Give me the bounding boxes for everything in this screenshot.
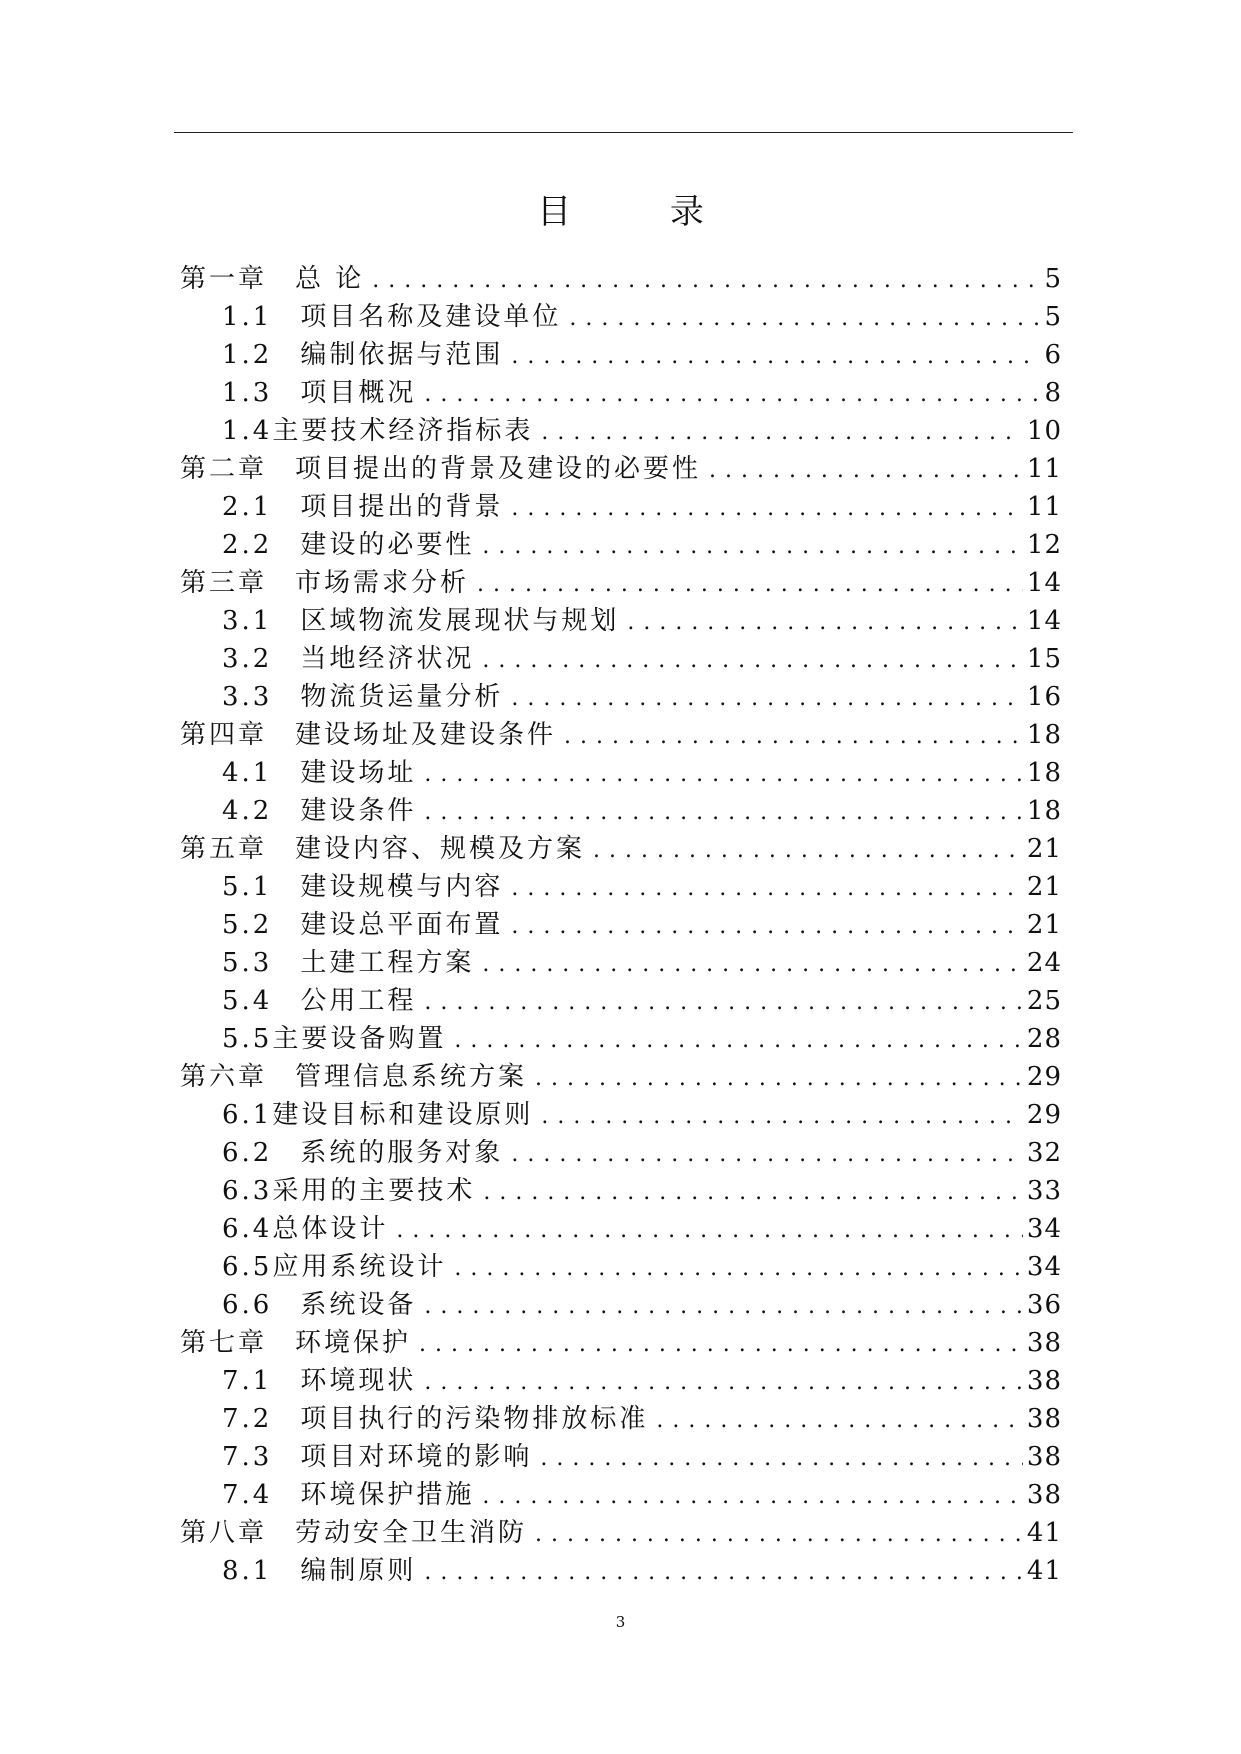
dot-leader (482, 642, 1023, 678)
toc-section-entry[interactable] (180, 336, 1062, 374)
toc-entry-title: 建设条件 (300, 796, 417, 826)
toc-entry-title: 建设规模与内容 (300, 872, 504, 902)
toc-section-entry[interactable] (180, 1020, 1062, 1058)
toc-section-entry[interactable] (180, 906, 1062, 944)
toc-entry-page: 38 (1026, 1480, 1062, 1510)
dot-leader (511, 1136, 1023, 1172)
dot-leader (424, 1554, 1023, 1590)
dot-leader (541, 414, 1023, 450)
toc-section-entry[interactable] (180, 374, 1062, 412)
toc-entry-page: 41 (1026, 1518, 1062, 1548)
toc-entry-page: 34 (1026, 1252, 1062, 1282)
toc-entry-title: 公用工程 (300, 986, 417, 1016)
toc-entry-page: 12 (1026, 530, 1062, 560)
dot-leader (424, 376, 1040, 412)
toc-entry-number: 6.3 (222, 1176, 273, 1206)
dot-leader (482, 1478, 1023, 1514)
toc-chapter-entry[interactable] (180, 830, 1062, 868)
dot-leader (564, 718, 1023, 754)
toc-chapter-entry[interactable] (180, 564, 1062, 602)
toc-section-entry[interactable] (180, 1476, 1062, 1514)
toc-entry-page: 21 (1026, 910, 1062, 940)
toc-section-entry[interactable] (180, 1172, 1062, 1210)
dot-leader (424, 756, 1023, 792)
toc-entry-page: 18 (1026, 758, 1062, 788)
dot-leader (540, 1440, 1023, 1476)
toc-title: 目 录 (537, 192, 748, 232)
dot-leader (372, 262, 1040, 298)
dot-leader (593, 832, 1023, 868)
dot-leader (424, 1288, 1023, 1324)
toc-section-entry[interactable] (180, 602, 1062, 640)
toc-entry-number: 第七章 (180, 1328, 268, 1358)
toc-entry-page: 18 (1026, 720, 1062, 750)
toc-entry-page: 18 (1026, 796, 1062, 826)
toc-entry-number: 5.2 (222, 910, 273, 940)
toc-entry-page: 14 (1026, 606, 1062, 636)
dot-leader (477, 566, 1023, 602)
toc-entry-page: 33 (1026, 1176, 1062, 1206)
toc-entry-page: 21 (1026, 872, 1062, 902)
toc-entry-number: 5.5 (222, 1024, 273, 1054)
toc-section-entry[interactable] (180, 1400, 1062, 1438)
toc-section-entry[interactable] (180, 944, 1062, 982)
toc-entry-page: 24 (1026, 948, 1062, 978)
toc-section-entry[interactable] (180, 412, 1062, 450)
toc-entry-title: 物流货运量分析 (300, 682, 504, 712)
toc-entry-number: 第八章 (180, 1518, 268, 1548)
dot-leader (424, 984, 1023, 1020)
toc-entry-number: 第六章 (180, 1062, 268, 1092)
dot-leader (482, 946, 1023, 982)
toc-entry-page: 16 (1026, 682, 1062, 712)
toc-entry-number: 2.1 (222, 492, 273, 522)
toc-entry-number: 6.5 (222, 1252, 273, 1282)
page-number: 3 (615, 1613, 626, 1631)
toc-entry-page: 41 (1026, 1556, 1062, 1586)
toc-entry-title: 项目执行的污染物排放标准 (300, 1404, 649, 1434)
toc-section-entry[interactable] (180, 1134, 1062, 1172)
toc-entry-page: 21 (1026, 834, 1062, 864)
toc-section-entry[interactable] (180, 1362, 1062, 1400)
dot-leader (709, 452, 1023, 488)
dot-leader (424, 1364, 1023, 1400)
toc-entry-number: 6.4 (222, 1214, 273, 1244)
toc-chapter-entry[interactable] (180, 1514, 1062, 1552)
toc-entry-page: 10 (1026, 416, 1062, 446)
toc-section-entry[interactable] (180, 1096, 1062, 1134)
toc-entry-title: 总 论 (295, 264, 365, 294)
dot-leader (627, 604, 1023, 640)
toc-entry-title: 环境现状 (300, 1366, 417, 1396)
toc-entry-page: 38 (1026, 1404, 1062, 1434)
toc-entry-number: 1.1 (222, 302, 273, 332)
toc-entry-number: 3.3 (222, 682, 273, 712)
toc-section-entry[interactable] (180, 754, 1062, 792)
dot-leader (541, 1098, 1023, 1134)
toc-entry-title: 系统设备 (300, 1290, 417, 1320)
toc-entry-title: 建设场址及建设条件 (295, 720, 557, 750)
toc-entry-title: 编制依据与范围 (300, 340, 504, 370)
toc-entry-title: 建设总平面布置 (300, 910, 504, 940)
toc-chapter-entry[interactable] (180, 1324, 1062, 1362)
toc-entry-number: 7.2 (222, 1404, 273, 1434)
toc-entry-title: 市场需求分析 (295, 568, 470, 598)
toc-entry-title: 项目概况 (300, 378, 417, 408)
toc-entry-title: 建设目标和建设原则 (272, 1100, 534, 1130)
toc-section-entry[interactable] (180, 792, 1062, 830)
dot-leader (511, 908, 1023, 944)
toc-entry-title: 采用的主要技术 (272, 1176, 476, 1206)
toc-entry-title: 总体设计 (272, 1214, 389, 1244)
toc-entry-title: 项目名称及建设单位 (300, 302, 562, 332)
dot-leader (454, 1022, 1023, 1058)
toc-section-entry[interactable] (180, 982, 1062, 1020)
dot-leader (396, 1212, 1023, 1248)
dot-leader (511, 338, 1040, 374)
toc-section-entry[interactable] (180, 1552, 1062, 1590)
toc-entry-title: 当地经济状况 (300, 644, 475, 674)
toc-entry-title: 土建工程方案 (300, 948, 475, 978)
toc-chapter-entry[interactable] (180, 260, 1062, 298)
dot-leader (656, 1402, 1023, 1438)
toc-entry-page: 11 (1026, 454, 1062, 484)
toc-section-entry[interactable] (180, 678, 1062, 716)
toc-section-entry[interactable] (180, 1210, 1062, 1248)
toc-entry-number: 1.2 (222, 340, 273, 370)
dot-leader (482, 528, 1023, 564)
toc-entry-number: 第四章 (180, 720, 268, 750)
toc-entry-number: 2.2 (222, 530, 273, 560)
dot-leader (535, 1516, 1023, 1552)
dot-leader (424, 794, 1023, 830)
toc-entry-number: 6.1 (222, 1100, 273, 1130)
toc-entry-title: 环境保护 (295, 1328, 412, 1358)
dot-leader (419, 1326, 1023, 1362)
toc-entry-title: 建设内容、规模及方案 (295, 834, 586, 864)
toc-section-entry[interactable] (180, 640, 1062, 678)
toc-chapter-entry[interactable] (180, 1058, 1062, 1096)
toc-entry-number: 4.2 (222, 796, 273, 826)
toc-entry-title: 管理信息系统方案 (295, 1062, 528, 1092)
toc-entry-page: 25 (1026, 986, 1062, 1016)
toc-entry-title: 劳动安全卫生消防 (295, 1518, 528, 1548)
toc-entry-title: 建设的必要性 (300, 530, 475, 560)
toc-entry-number: 3.1 (222, 606, 273, 636)
dot-leader (535, 1060, 1023, 1096)
toc-entry-title: 系统的服务对象 (300, 1138, 504, 1168)
toc-entry-number: 第二章 (180, 454, 268, 484)
toc-entry-page: 38 (1026, 1366, 1062, 1396)
toc-entry-number: 7.3 (222, 1442, 273, 1472)
toc-entry-page: 36 (1026, 1290, 1062, 1320)
toc-entry-title: 建设场址 (300, 758, 417, 788)
toc-entry-number: 7.4 (222, 1480, 273, 1510)
toc-section-entry[interactable] (180, 868, 1062, 906)
toc-entry-page: 29 (1026, 1062, 1062, 1092)
toc-entry-title: 主要设备购置 (272, 1024, 447, 1054)
toc-entry-page: 8 (1044, 378, 1062, 408)
toc-entry-page: 38 (1026, 1328, 1062, 1358)
toc-entry-number: 1.4 (222, 416, 273, 446)
toc-entry-number: 6.6 (222, 1290, 273, 1320)
toc-entry-page: 5 (1044, 264, 1062, 294)
toc-chapter-entry[interactable] (180, 450, 1062, 488)
dot-leader (511, 490, 1023, 526)
toc-entry-page: 38 (1026, 1442, 1062, 1472)
toc-entry-number: 5.4 (222, 986, 273, 1016)
dot-leader (483, 1174, 1023, 1210)
toc-entry-number: 第三章 (180, 568, 268, 598)
toc-entry-page: 32 (1026, 1138, 1062, 1168)
toc-entry-number: 7.1 (222, 1366, 273, 1396)
toc-entry-page: 6 (1044, 340, 1062, 370)
toc-entry-page: 11 (1026, 492, 1062, 522)
toc-entry-title: 区域物流发展现状与规划 (300, 606, 620, 636)
toc-section-entry[interactable] (180, 1248, 1062, 1286)
toc-section-entry[interactable] (180, 488, 1062, 526)
toc-entry-page: 5 (1044, 302, 1062, 332)
toc-entry-page: 34 (1026, 1214, 1062, 1244)
toc-entry-page: 15 (1026, 644, 1062, 674)
dot-leader (511, 680, 1023, 716)
header-rule (174, 132, 1073, 133)
toc-entry-number: 3.2 (222, 644, 273, 674)
toc-entry-page: 28 (1026, 1024, 1062, 1054)
toc-entry-page: 14 (1026, 568, 1062, 598)
toc-entry-title: 应用系统设计 (272, 1252, 447, 1282)
toc-entry-page: 29 (1026, 1100, 1062, 1130)
toc-entry-number: 1.3 (222, 378, 273, 408)
toc-entry-title: 项目对环境的影响 (300, 1442, 533, 1472)
table-of-contents (180, 260, 1062, 1590)
toc-entry-title: 环境保护措施 (300, 1480, 475, 1510)
toc-section-entry[interactable] (180, 526, 1062, 564)
toc-entry-title: 项目提出的背景及建设的必要性 (295, 454, 702, 484)
toc-section-entry[interactable] (180, 298, 1062, 336)
toc-entry-number: 第五章 (180, 834, 268, 864)
toc-section-entry[interactable] (180, 1286, 1062, 1324)
toc-chapter-entry[interactable] (180, 716, 1062, 754)
dot-leader (511, 870, 1023, 906)
toc-entry-title: 项目提出的背景 (300, 492, 504, 522)
toc-entry-title: 编制原则 (300, 1556, 417, 1586)
toc-entry-number: 第一章 (180, 264, 268, 294)
toc-entry-number: 5.1 (222, 872, 273, 902)
toc-section-entry[interactable] (180, 1438, 1062, 1476)
toc-entry-number: 8.1 (222, 1556, 273, 1586)
toc-entry-title: 主要技术经济指标表 (272, 416, 534, 446)
toc-entry-number: 5.3 (222, 948, 273, 978)
toc-entry-number: 4.1 (222, 758, 273, 788)
dot-leader (454, 1250, 1023, 1286)
toc-entry-number: 6.2 (222, 1138, 273, 1168)
dot-leader (569, 300, 1040, 336)
